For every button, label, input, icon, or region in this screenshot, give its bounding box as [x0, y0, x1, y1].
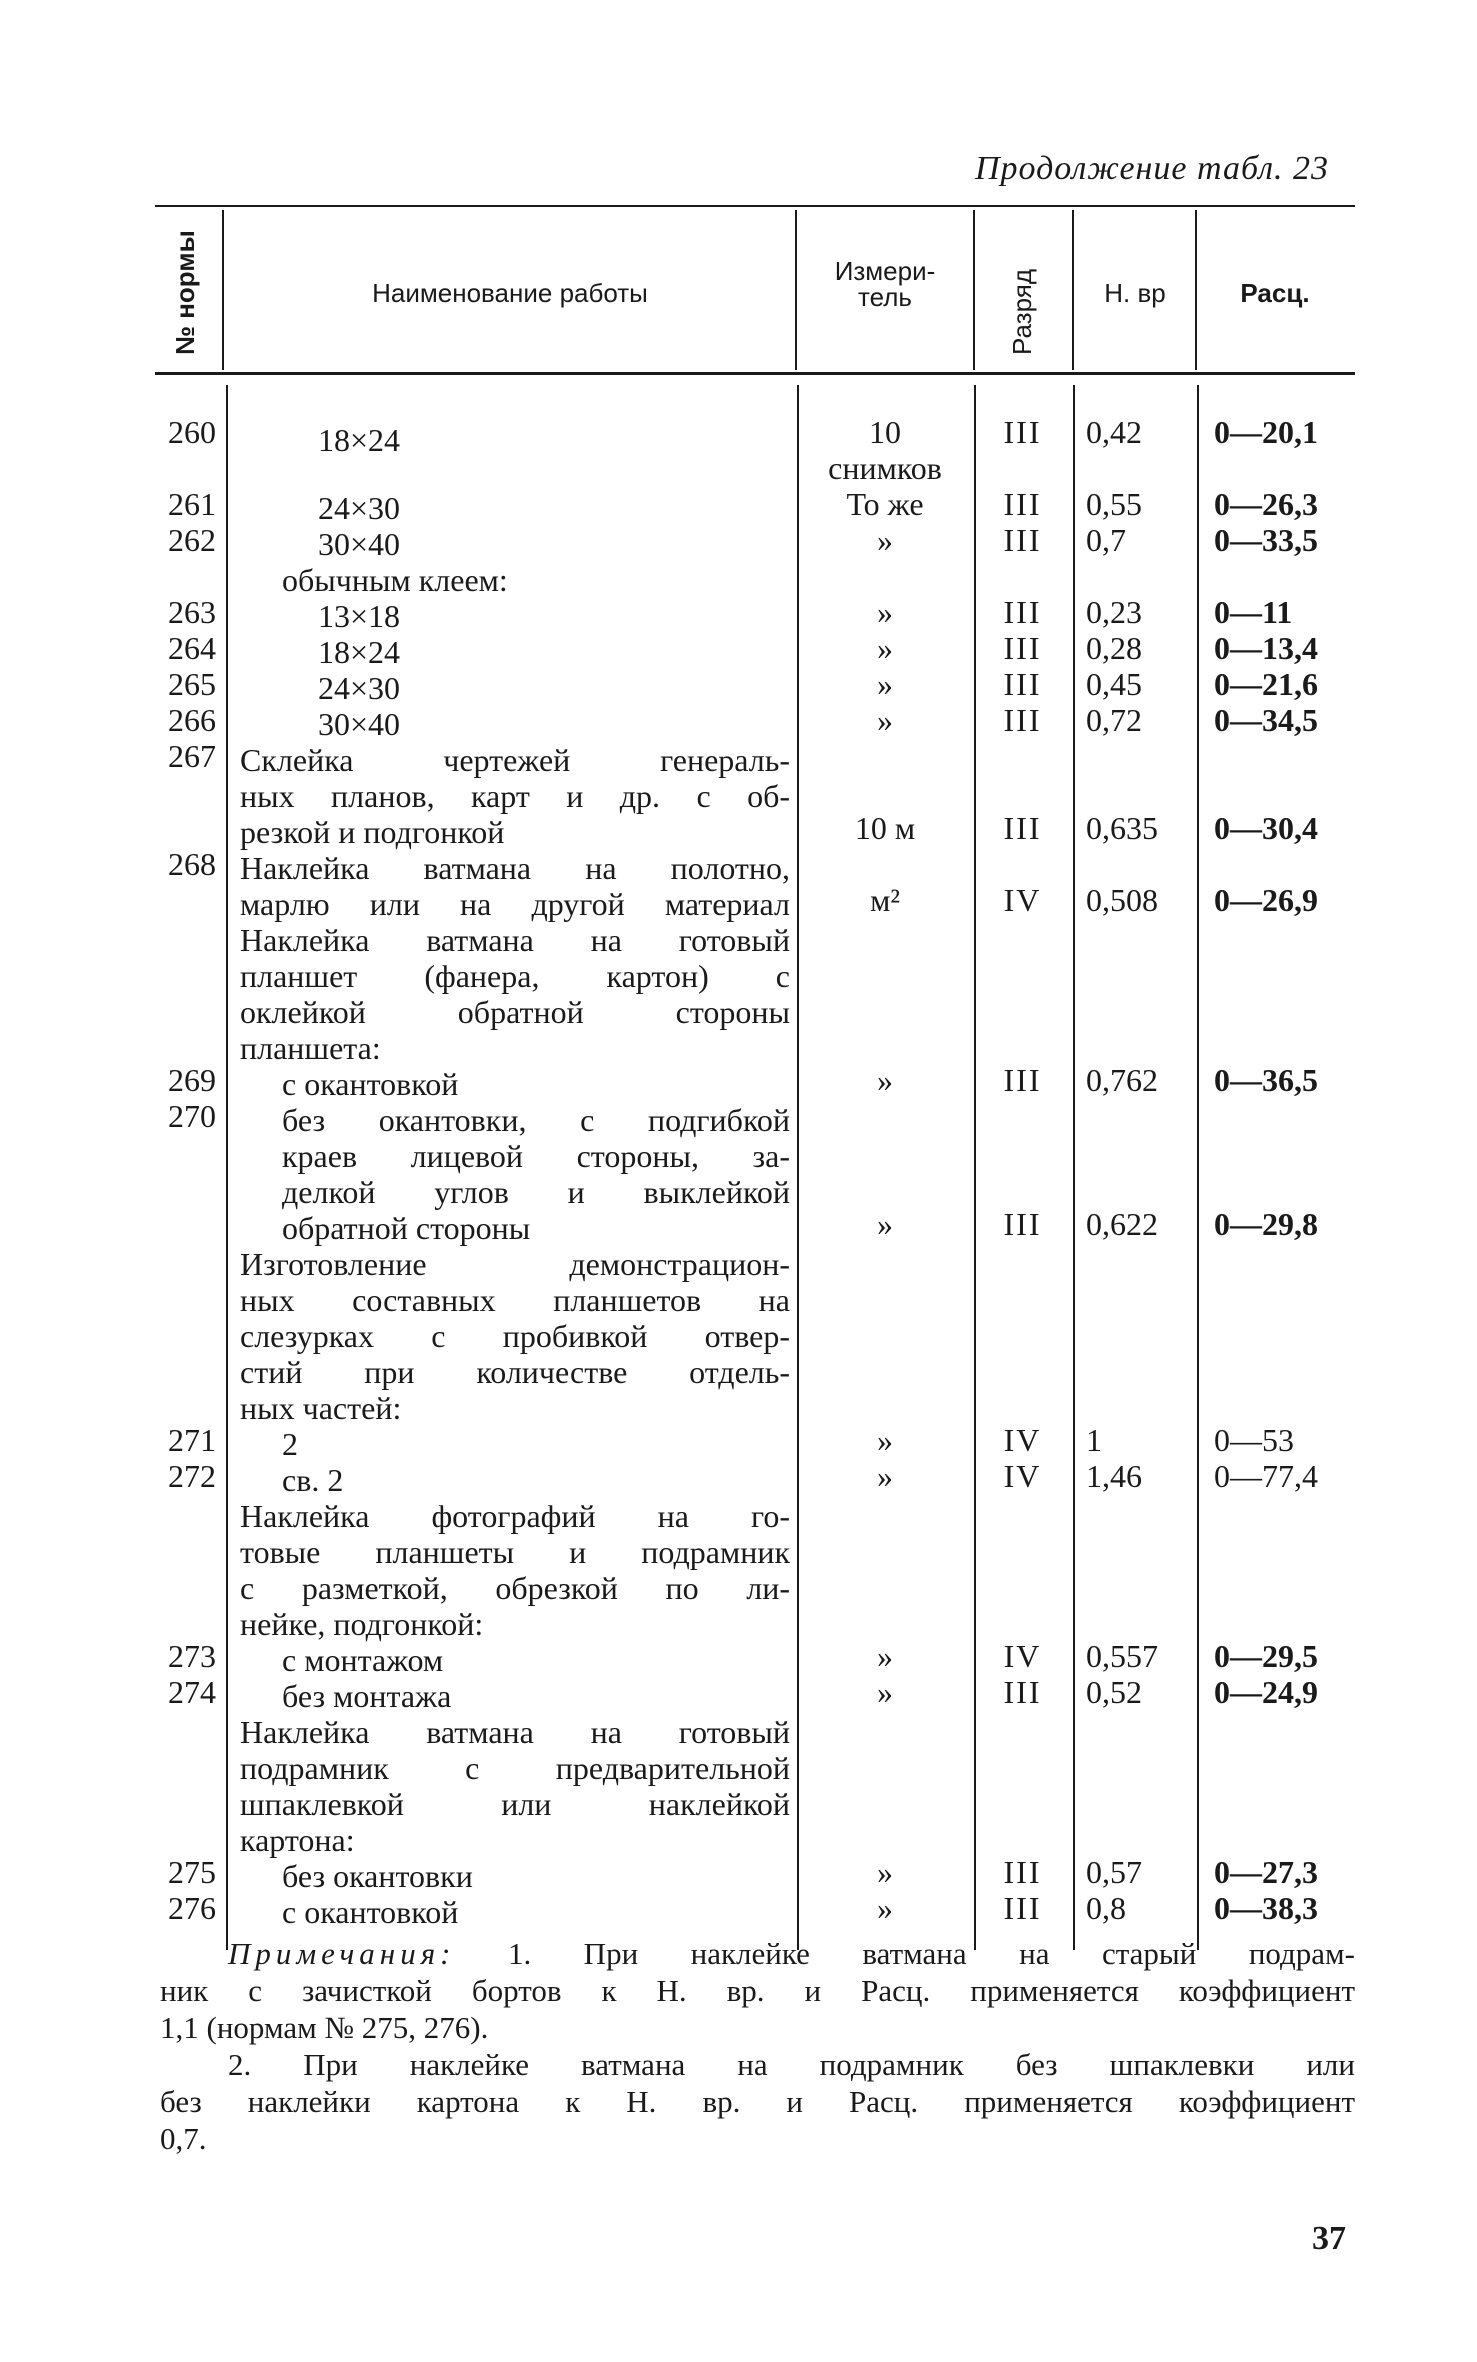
notes-label: Примечания:: [228, 1936, 456, 1971]
grade: III: [1003, 702, 1042, 738]
work-name: резкой и подгонкой: [240, 814, 505, 850]
header-bottom-rule: [155, 372, 1355, 375]
header-norm-number: № нормы: [170, 230, 200, 355]
unit: »: [877, 1206, 893, 1242]
work-group-label: ных составных планшетов на: [240, 1282, 790, 1318]
rate: 0—26,9: [1214, 882, 1318, 918]
rate: 0—26,3: [1214, 486, 1318, 522]
unit: »: [877, 1674, 893, 1710]
work-group-label: Наклейка ватмана на готовый: [240, 1714, 790, 1750]
work-group-label: с разметкой, обрезкой по ли-: [240, 1570, 790, 1606]
note-1-line-3: 1,1 (нормам № 275, 276).: [160, 2010, 489, 2045]
header-rate: Расц.: [1240, 278, 1310, 308]
work-name: с монтажом: [282, 1642, 444, 1678]
work-name: без окантовки, с подгибкой: [282, 1102, 790, 1138]
work-group-label: Изготовление демонстрацион-: [240, 1246, 790, 1282]
rate: 0—30,4: [1214, 810, 1318, 846]
norm-number: 270: [168, 1098, 216, 1134]
table-caption: Продолжение табл. 23: [975, 150, 1330, 187]
time-norm: 0,7: [1086, 522, 1126, 558]
work-name: ных планов, карт и др. с об-: [240, 778, 790, 814]
work-name: Наклейка ватмана на полотно,: [240, 850, 790, 886]
body-divider: [1073, 385, 1075, 1950]
grade: III: [1003, 1206, 1042, 1242]
header-divider: [795, 210, 797, 370]
unit: »: [877, 1062, 893, 1098]
time-norm: 0,23: [1086, 594, 1142, 630]
work-group-label: ных частей:: [240, 1390, 402, 1426]
work-name: без окантовки: [282, 1858, 473, 1894]
work-name: 24×30: [318, 670, 401, 706]
grade: IV: [1003, 1638, 1042, 1674]
work-name: делкой углов и выклейкой: [282, 1174, 790, 1210]
work-group-label: Наклейка фотографий на го-: [240, 1498, 790, 1534]
time-norm: 0,635: [1086, 810, 1158, 846]
unit: »: [877, 1890, 893, 1926]
norm-number: 276: [168, 1890, 216, 1926]
rate: 0—20,1: [1214, 414, 1318, 450]
time-norm: 0,762: [1086, 1062, 1158, 1098]
work-name: 24×30: [318, 490, 401, 526]
note-1-line-1: [228, 1935, 1355, 1972]
header-divider: [1195, 210, 1197, 370]
rate: 0—34,5: [1214, 702, 1318, 738]
time-norm: 0,57: [1086, 1854, 1142, 1890]
grade: III: [1003, 594, 1042, 630]
norm-number: 273: [168, 1638, 216, 1674]
grade: III: [1003, 666, 1042, 702]
work-group-label: нейке, подгонкой:: [240, 1606, 484, 1642]
rate: 0—33,5: [1214, 522, 1318, 558]
header-divider: [222, 210, 224, 370]
note-2-line-3: 0,7.: [160, 2121, 207, 2156]
work-name: с окантовкой: [282, 1894, 459, 1930]
work-name: 13×18: [318, 598, 401, 634]
work-name: св. 2: [282, 1462, 344, 1498]
time-norm: 0,42: [1086, 414, 1142, 450]
work-group-label: оклейкой обратной стороны: [240, 994, 790, 1030]
body-divider: [1197, 385, 1199, 1950]
norm-number: 262: [168, 522, 216, 558]
note-1-line-2: ник с зачисткой бортов к Н. вр. и Расц. применяется коэффициент: [160, 1973, 1355, 2008]
grade: III: [1003, 486, 1042, 522]
table-top-rule: [155, 205, 1355, 207]
norm-number: 271: [168, 1422, 216, 1458]
work-group-label: стий при количестве отдель-: [240, 1354, 790, 1390]
work-name: 18×24: [318, 422, 401, 458]
body-divider: [226, 385, 228, 1950]
unit: »: [877, 1854, 893, 1890]
unit: »: [877, 1422, 893, 1458]
header-grade: Разряд: [1007, 269, 1037, 355]
work-group-label: подрамник с предварительной: [240, 1750, 790, 1786]
norm-number: 263: [168, 594, 216, 630]
work-group-label: слезурках с пробивкой отвер-: [240, 1318, 790, 1354]
header-unit-line2: тель: [858, 282, 912, 312]
grade: III: [1003, 1854, 1042, 1890]
time-norm: 0,28: [1086, 630, 1142, 666]
unit: »: [877, 1458, 893, 1494]
page-number: 37: [1312, 2220, 1346, 2257]
grade: III: [1003, 630, 1042, 666]
norm-number: 267: [168, 738, 216, 774]
grade: IV: [1003, 1422, 1042, 1458]
norm-number: 274: [168, 1674, 216, 1710]
unit: То же: [846, 486, 924, 522]
header-unit: [800, 258, 970, 310]
norm-number: 260: [168, 414, 216, 450]
grade: III: [1003, 522, 1042, 558]
grade: III: [1003, 414, 1042, 450]
rate: 0—36,5: [1214, 1062, 1318, 1098]
grade: IV: [1003, 882, 1042, 918]
norm-number: 261: [168, 486, 216, 522]
norm-number: 268: [168, 846, 216, 882]
header-time: Н. вр: [1104, 278, 1166, 308]
work-group-label: товые планшеты и подрамник: [240, 1534, 790, 1570]
norm-number: 275: [168, 1854, 216, 1890]
time-norm: 0,622: [1086, 1206, 1158, 1242]
norm-number: 272: [168, 1458, 216, 1494]
work-name: 2: [282, 1426, 298, 1462]
unit: »: [877, 666, 893, 702]
header-divider: [973, 210, 975, 370]
unit: »: [877, 522, 893, 558]
time-norm: 0,72: [1086, 702, 1142, 738]
time-norm: 0,508: [1086, 882, 1158, 918]
rate: 0—38,3: [1214, 1890, 1318, 1926]
rate: 0—29,8: [1214, 1206, 1318, 1242]
note-2-line-1: 2. При наклейке ватмана на подрамник без шпаклевки или: [228, 2047, 1355, 2082]
time-norm: 0,45: [1086, 666, 1142, 702]
rate: 0—77,4: [1214, 1458, 1318, 1494]
grade: IV: [1003, 1458, 1042, 1494]
norm-number: 265: [168, 666, 216, 702]
unit: »: [877, 702, 893, 738]
header-divider: [1072, 210, 1074, 370]
work-name: 18×24: [318, 634, 401, 670]
unit: 10 м: [854, 810, 916, 846]
grade: III: [1003, 1674, 1042, 1710]
unit: м²: [870, 882, 900, 918]
note-2-line-2: без наклейки картона к Н. вр. и Расц. применяется коэффициент: [160, 2084, 1355, 2119]
work-group-label: планшета:: [240, 1030, 381, 1066]
norm-number: 264: [168, 630, 216, 666]
unit: снимков: [828, 450, 942, 486]
grade: III: [1003, 1062, 1042, 1098]
grade: III: [1003, 1890, 1042, 1926]
work-group-label: планшет (фанера, картон) с: [240, 958, 790, 994]
rate: 0—21,6: [1214, 666, 1318, 702]
header-work-name: Наименование работы: [372, 278, 648, 308]
rate: 0—11: [1214, 594, 1293, 630]
work-name: без монтажа: [282, 1678, 452, 1714]
time-norm: 0,557: [1086, 1638, 1158, 1674]
time-norm: 0,55: [1086, 486, 1142, 522]
time-norm: 0,52: [1086, 1674, 1142, 1710]
unit: 10: [869, 414, 901, 450]
unit: »: [877, 594, 893, 630]
work-group-label: картона:: [240, 1822, 355, 1858]
work-group-label: обычным клеем:: [282, 562, 508, 598]
rate: 0—27,3: [1214, 1854, 1318, 1890]
work-name: с окантовкой: [282, 1066, 459, 1102]
rate: 0—29,5: [1214, 1638, 1318, 1674]
time-norm: 0,8: [1086, 1890, 1126, 1926]
time-norm: 1: [1086, 1422, 1102, 1458]
rate: 0—53: [1214, 1422, 1294, 1458]
header-unit-line1: Измери-: [834, 256, 936, 286]
work-group-label: шпаклевкой или наклейкой: [240, 1786, 790, 1822]
note-1-text: 1. При наклейке ватмана на старый подрам-: [507, 1936, 1356, 1971]
work-name: краев лицевой стороны, за-: [282, 1138, 790, 1174]
rate: 0—13,4: [1214, 630, 1318, 666]
rate: 0—24,9: [1214, 1674, 1318, 1710]
work-name: Склейка чертежей генераль-: [240, 742, 790, 778]
time-norm: 1,46: [1086, 1458, 1142, 1494]
work-name: марлю или на другой материал: [240, 886, 790, 922]
unit: »: [877, 1638, 893, 1674]
work-name: 30×40: [318, 706, 401, 742]
work-name: 30×40: [318, 526, 401, 562]
norm-number: 266: [168, 702, 216, 738]
unit: »: [877, 630, 893, 666]
work-group-label: Наклейка ватмана на готовый: [240, 922, 790, 958]
norm-number: 269: [168, 1062, 216, 1098]
grade: III: [1003, 810, 1042, 846]
work-name: обратной стороны: [282, 1210, 531, 1246]
